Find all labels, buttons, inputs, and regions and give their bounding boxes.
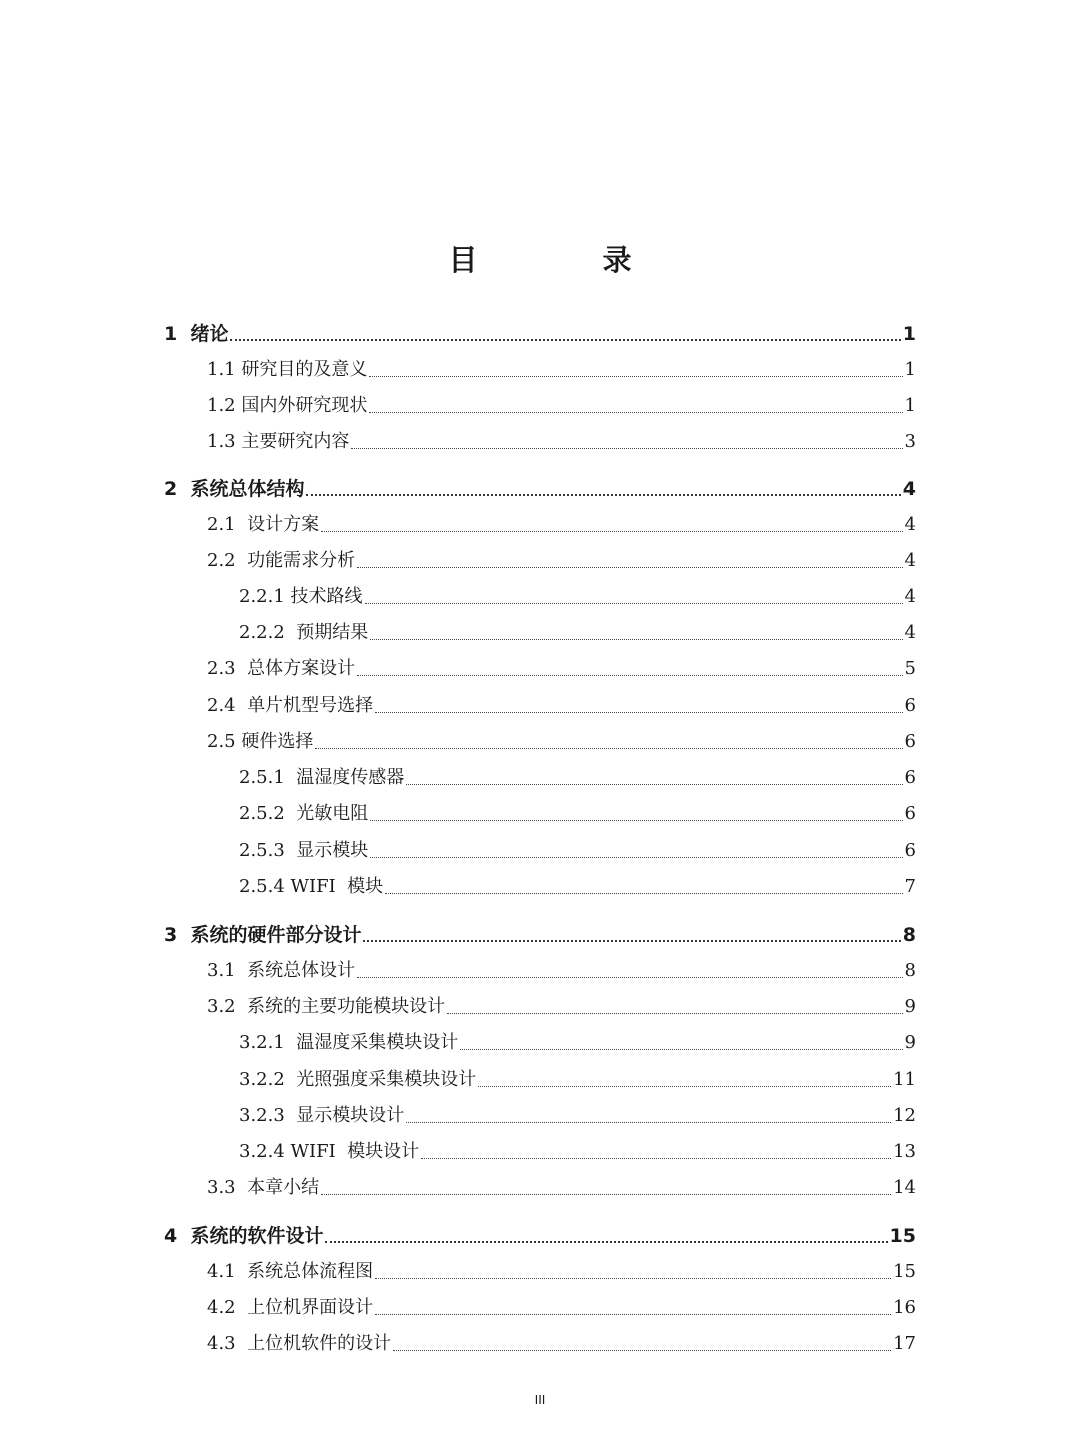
toc-entry-2-4[interactable] xyxy=(207,693,916,719)
toc-entry-3-2[interactable] xyxy=(207,994,916,1020)
dot-leader xyxy=(363,922,900,948)
dot-leader xyxy=(230,321,900,347)
toc-entry-2-2-2[interactable] xyxy=(239,620,916,646)
toc-entry-label: 3.3 本章小结 xyxy=(207,1177,320,1198)
toc-entry-page: 1 xyxy=(904,395,916,416)
toc-entry-label: 3.2.3 显示模块设计 xyxy=(239,1105,405,1126)
toc-entry-page: 15 xyxy=(889,1225,916,1247)
toc-entry-label: 2.5 硬件选择 xyxy=(207,731,314,752)
toc-entry-label: 2.5.4 WIFI 模块 xyxy=(239,876,384,897)
dot-leader xyxy=(370,801,902,827)
dot-leader xyxy=(393,1331,891,1357)
toc-entry-page: 1 xyxy=(904,359,916,380)
dot-leader xyxy=(357,548,902,574)
toc-entry-label: 3.2.4 WIFI 模块设计 xyxy=(239,1141,420,1162)
toc-entry-2-5-2[interactable] xyxy=(239,801,916,827)
toc-entry-chapter-2[interactable] xyxy=(164,476,916,502)
toc-entry-page: 6 xyxy=(904,731,916,752)
toc-entry-1-3[interactable] xyxy=(207,429,916,455)
toc-entry-page: 8 xyxy=(902,924,916,946)
dot-leader xyxy=(478,1067,891,1093)
toc-entry-chapter-4[interactable] xyxy=(164,1223,916,1249)
toc-entry-label: 2.5.1 温湿度传感器 xyxy=(239,767,405,788)
toc-entry-label: 4.2 上位机界面设计 xyxy=(207,1297,374,1318)
toc-entry-1-1[interactable] xyxy=(207,357,916,383)
toc-entry-2-5-4[interactable] xyxy=(239,874,916,900)
toc-entry-3-2-3[interactable] xyxy=(239,1103,916,1129)
toc-entry-page: 4 xyxy=(904,622,916,643)
toc-entry-label: 3.2.2 光照强度采集模块设计 xyxy=(239,1069,477,1090)
toc-entry-2-2-1[interactable] xyxy=(239,584,916,610)
toc-entry-page: 6 xyxy=(904,767,916,788)
toc-entry-page: 9 xyxy=(904,996,916,1017)
toc-entry-label: 4.3 上位机软件的设计 xyxy=(207,1333,392,1354)
toc-entry-page: 4 xyxy=(902,478,916,500)
toc-entry-page: 14 xyxy=(893,1177,916,1198)
dot-leader xyxy=(375,1259,891,1285)
dot-leader xyxy=(447,994,902,1020)
dot-leader xyxy=(406,1103,891,1129)
toc-entry-page: 3 xyxy=(904,431,916,452)
dot-leader xyxy=(375,693,902,719)
toc-entry-label: 4 系统的软件设计 xyxy=(164,1225,324,1247)
toc-entry-label: 1.2 国内外研究现状 xyxy=(207,395,368,416)
toc-entry-2-5-1[interactable] xyxy=(239,765,916,791)
toc-entry-2-2[interactable] xyxy=(207,548,916,574)
toc-entry-label: 3 系统的硬件部分设计 xyxy=(164,924,362,946)
toc-entry-2-5[interactable] xyxy=(207,729,916,755)
dot-leader xyxy=(325,1223,887,1249)
toc-entry-label: 4.1 系统总体流程图 xyxy=(207,1261,374,1282)
toc-entry-3-2-4[interactable] xyxy=(239,1139,916,1165)
toc-entry-3-3[interactable] xyxy=(207,1175,916,1201)
toc-entry-3-2-1[interactable] xyxy=(239,1030,916,1056)
toc-entry-chapter-1[interactable] xyxy=(164,321,916,347)
dot-leader xyxy=(375,1295,891,1321)
toc-entry-page: 12 xyxy=(893,1105,916,1126)
dot-leader xyxy=(315,729,902,755)
page-title: 目 录 xyxy=(448,243,680,277)
toc-entry-label: 2 系统总体结构 xyxy=(164,478,305,500)
dot-leader xyxy=(385,874,902,900)
toc-entry-label: 3.2.1 温湿度采集模块设计 xyxy=(239,1032,459,1053)
toc-entry-label: 1 绪论 xyxy=(164,323,229,345)
toc-entry-page: 4 xyxy=(904,586,916,607)
toc-entry-2-5-3[interactable] xyxy=(239,838,916,864)
dot-leader xyxy=(369,393,902,419)
toc-entry-label: 2.2.2 预期结果 xyxy=(239,622,369,643)
dot-leader xyxy=(351,429,902,455)
toc-entry-page: 17 xyxy=(893,1333,916,1354)
toc-entry-page: 6 xyxy=(904,803,916,824)
toc-entry-page: 9 xyxy=(904,1032,916,1053)
dot-leader xyxy=(357,958,902,984)
toc-entry-2-3[interactable] xyxy=(207,656,916,682)
dot-leader xyxy=(370,620,902,646)
toc-entry-page: 4 xyxy=(904,550,916,571)
toc-entry-page: 6 xyxy=(904,695,916,716)
toc-entry-label: 2.3 总体方案设计 xyxy=(207,658,356,679)
toc-entry-label: 3.2 系统的主要功能模块设计 xyxy=(207,996,446,1017)
toc-entry-1-2[interactable] xyxy=(207,393,916,419)
toc-entry-4-2[interactable] xyxy=(207,1295,916,1321)
toc-entry-page: 4 xyxy=(904,514,916,535)
dot-leader xyxy=(460,1030,902,1056)
dot-leader xyxy=(365,584,903,610)
dot-leader xyxy=(421,1139,891,1165)
toc-entry-label: 1.1 研究目的及意义 xyxy=(207,359,368,380)
toc-entry-chapter-3[interactable] xyxy=(164,922,916,948)
toc-entry-page: 15 xyxy=(893,1261,916,1282)
dot-leader xyxy=(406,765,902,791)
toc-entry-label: 3.1 系统总体设计 xyxy=(207,960,356,981)
toc-entry-label: 2.2.1 技术路线 xyxy=(239,586,363,607)
dot-leader xyxy=(357,656,902,682)
toc-entry-page: 7 xyxy=(904,876,916,897)
toc-entry-page: 5 xyxy=(904,658,916,679)
toc-entry-label: 1.3 主要研究内容 xyxy=(207,431,350,452)
dot-leader xyxy=(369,357,902,383)
toc-entry-label: 2.4 单片机型号选择 xyxy=(207,695,374,716)
toc-entry-label: 2.5.2 光敏电阻 xyxy=(239,803,369,824)
toc-entry-label: 2.1 设计方案 xyxy=(207,514,320,535)
toc-entry-page: 6 xyxy=(904,840,916,861)
page-number: III xyxy=(534,1392,546,1407)
dot-leader xyxy=(306,476,900,502)
toc-entry-label: 2.2 功能需求分析 xyxy=(207,550,356,571)
toc-entry-3-2-2[interactable] xyxy=(239,1067,916,1093)
toc-entry-page: 16 xyxy=(893,1297,916,1318)
toc-entry-page: 1 xyxy=(902,323,916,345)
toc-entry-3-1[interactable] xyxy=(207,958,916,984)
toc-entry-4-1[interactable] xyxy=(207,1259,916,1285)
dot-leader xyxy=(321,1175,891,1201)
toc-entry-4-3[interactable] xyxy=(207,1331,916,1357)
toc-entry-label: 2.5.3 显示模块 xyxy=(239,840,369,861)
toc-entry-page: 11 xyxy=(893,1069,916,1090)
toc-entry-page: 8 xyxy=(904,960,916,981)
toc-entry-page: 13 xyxy=(893,1141,916,1162)
dot-leader xyxy=(370,838,902,864)
dot-leader xyxy=(321,512,902,538)
toc-entry-2-1[interactable] xyxy=(207,512,916,538)
